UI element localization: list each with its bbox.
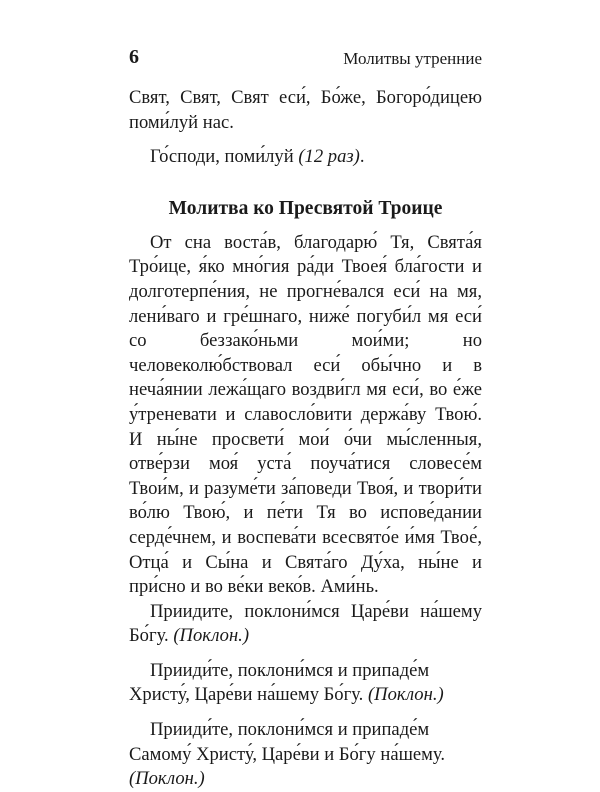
trisagion-paragraph: Свят, Свят, Свят еси́, Бо́же, Богоро́дицею поми́луй нас. — [129, 87, 482, 133]
invitation-note: (Поклон.) — [129, 768, 205, 790]
invitation-text: Прииди́те, поклони́мся и припаде́м Самому́ Христу́, Царе́ви и Бо́гу на́шему. — [129, 719, 445, 765]
invitation-2 — [129, 659, 482, 708]
page-number: 6 — [129, 46, 139, 68]
invitation-text: Приидите, поклони́мся Царе́ви на́шему Бо́гу. — [129, 600, 482, 647]
running-title: Молитвы утренние — [343, 49, 482, 68]
invitation-text: Прииди́те, поклони́мся и припаде́м Христу́, Царе́ви на́шему Бо́гу. — [129, 659, 430, 706]
kyrie-text: Го́споди, поми́луй — [150, 146, 294, 168]
invitation-1 — [129, 600, 482, 649]
invitation-note: (Поклон.) — [367, 684, 444, 706]
prayer-title: Молитва ко Пресвятой Троице — [168, 197, 443, 219]
invitation-3 — [129, 718, 482, 792]
invitation-note: (Поклон.) — [173, 625, 250, 647]
prayer-body: От сна воста́в, благодарю́ Тя, Свята́я Тро́ице, я́ко мно́гия ра́ди Твоея́ бла́гости и долготерпе́ния, не прогне́вался еси́ на мя, лени́ваго и гре́шнаго, ниже́ погуби́л мя еси́ со беззако́ньми мои́ми; но человеколю́бствовал еси́ обы́чно и в неча́янии лежа́щаго воздви́гл мя еси́, во е́же у́треневати и славосло́вити держа́ву Твою́. И ны́не просвети́ мои́ о́чи мы́сленныя, отве́рзи моя́ уста́ поуча́тися словесе́м Твои́м, и разуме́ти за́поведи Твоя́, и твори́ти во́лю Твою́, и пе́ти Тя во испове́дании серде́чнем, и воспева́ти всесвято́е и́мя Твое́, Отца́ и Сы́на и Свята́го Ду́ха, ны́не и при́сно и во ве́ки веко́в. Ами́нь. — [129, 231, 482, 598]
kyrie-paragraph: Го́споди, поми́луй (12 раз). — [150, 146, 365, 168]
kyrie-note: (12 раз) — [298, 146, 360, 168]
page-text — [129, 86, 482, 792]
